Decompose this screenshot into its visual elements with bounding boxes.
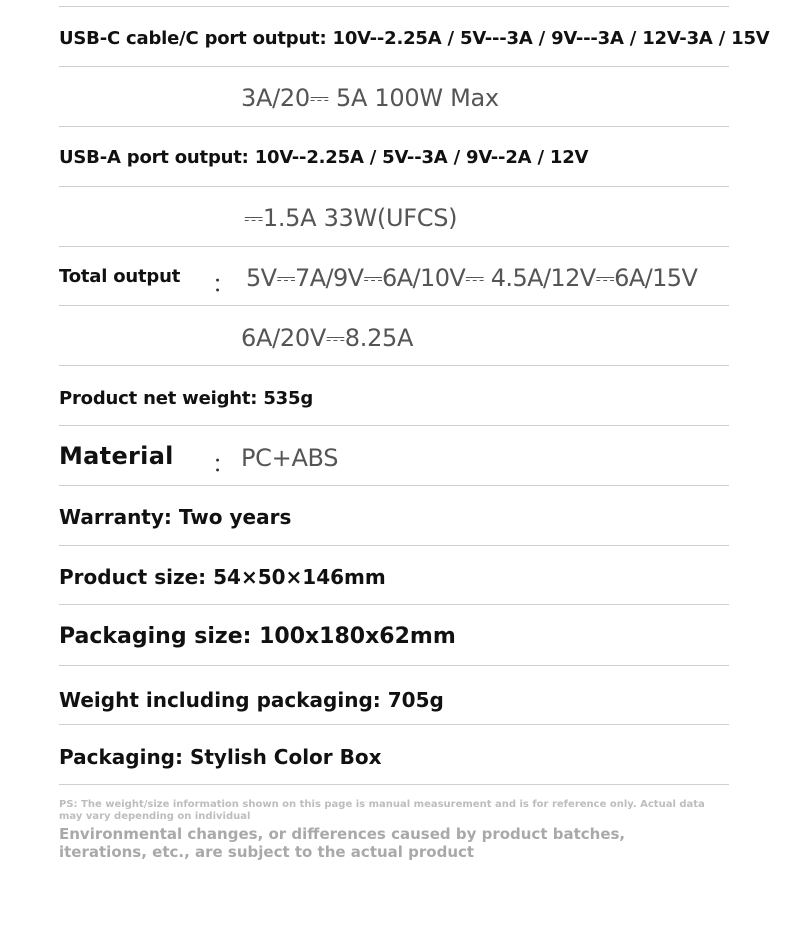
divider xyxy=(59,246,729,247)
total-output-line1: 5V⎓7A/9V⎓6A/10V⎓ 4.5A/12V⎓6A/15V xyxy=(246,264,698,292)
packaging: Packaging: Stylish Color Box xyxy=(59,745,382,769)
divider xyxy=(59,485,729,486)
total-output-colon: ： xyxy=(212,270,236,298)
divider xyxy=(59,126,729,127)
total-output-line2: 6A/20V⎓8.25A xyxy=(241,324,414,352)
packaging-size: Packaging size: 100x180x62mm xyxy=(59,624,456,649)
usbc-output-line1: USB-C cable/C port output: 10V--2.25A / 5V---3A / 9V---3A / 12V-3A / 15V xyxy=(59,28,770,49)
weight-with-packaging: Weight including packaging: 705g xyxy=(59,688,444,712)
divider xyxy=(59,425,729,426)
total-output-label: Total output xyxy=(59,266,181,287)
net-weight: Product net weight: 535g xyxy=(59,388,314,409)
divider xyxy=(59,724,729,725)
material-label: Material xyxy=(59,442,174,470)
divider xyxy=(59,545,729,546)
disclaimer-small: PS: The weight/size information shown on this page is manual measurement and is for reference only. Actual data may vary depending on individual xyxy=(59,799,705,822)
warranty: Warranty: Two years xyxy=(59,505,292,529)
divider xyxy=(59,665,729,666)
product-size: Product size: 54×50×146mm xyxy=(59,565,386,589)
divider xyxy=(59,305,729,306)
usba-output-line2: ⎓1.5A 33W(UFCS) xyxy=(244,204,458,232)
disclaimer-large: Environmental changes, or differences caused by product batches, iterations, etc., are subject to the actual product xyxy=(59,825,626,861)
divider xyxy=(59,604,729,605)
divider xyxy=(59,66,729,67)
material-colon: ： xyxy=(212,450,236,478)
divider xyxy=(59,365,729,366)
usbc-output-line2: 3A/20⎓ 5A 100W Max xyxy=(241,84,499,112)
divider xyxy=(59,186,729,187)
usba-output-line1: USB-A port output: 10V--2.25A / 5V--3A / 9V--2A / 12V xyxy=(59,147,589,168)
material-value: PC+ABS xyxy=(241,444,339,472)
divider xyxy=(59,784,729,785)
divider xyxy=(59,6,729,7)
